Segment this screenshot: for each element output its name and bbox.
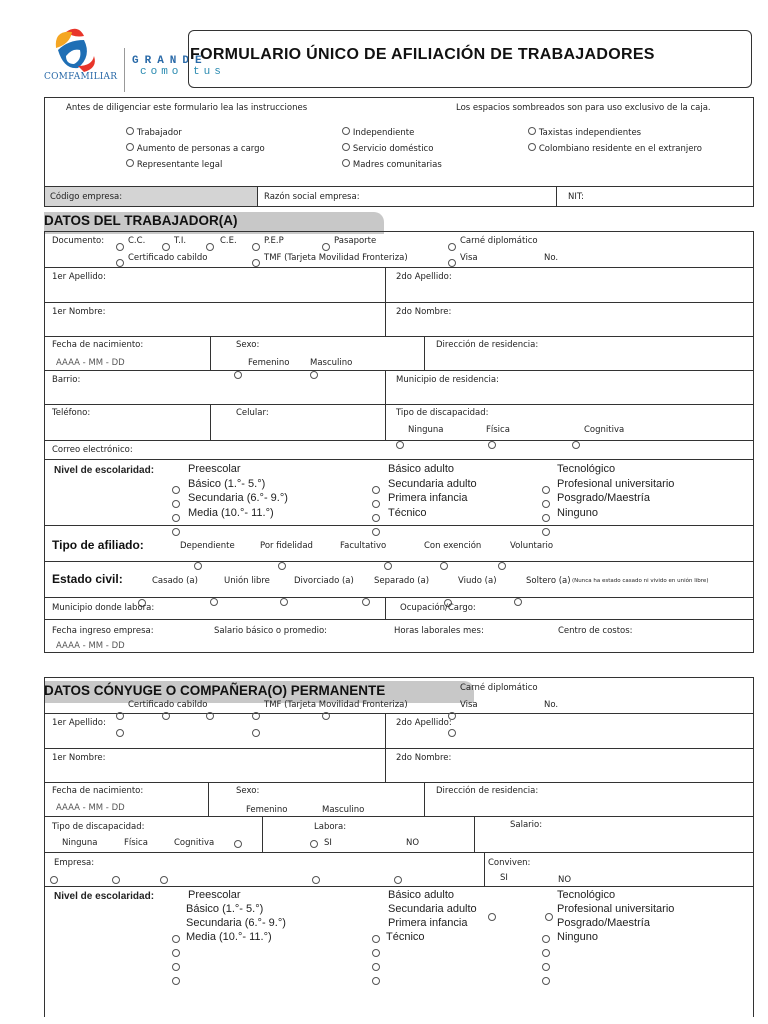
radio-ce[interactable] — [206, 243, 214, 251]
civil-divorciado: Divorciado (a) — [294, 576, 354, 586]
radio-edu-profesional[interactable] — [542, 500, 550, 508]
spouse-doc-number: No. — [544, 700, 559, 710]
radio-pep[interactable] — [252, 243, 260, 251]
spouse-edu-secundaria-adulto: Secundaria adulto — [388, 903, 477, 915]
spouse-edu-preescolar: Preescolar — [188, 889, 241, 901]
divider — [44, 525, 754, 526]
sex-label: Sexo: — [236, 340, 260, 350]
radio-pasaporte[interactable] — [322, 243, 330, 251]
spouse-edu-profesional: Profesional universitario — [557, 903, 675, 915]
document-label: Documento: — [52, 236, 105, 246]
radio-affiliate-fidelidad[interactable] — [278, 562, 286, 570]
spouse-radio-ti[interactable] — [162, 712, 170, 720]
doc-pasaporte: Pasaporte — [334, 236, 377, 246]
spouse-radio-edu-4[interactable] — [172, 977, 180, 985]
divider — [385, 597, 386, 619]
radio-female[interactable] — [234, 371, 242, 379]
spouse-works-label: Labora: — [314, 822, 347, 832]
edu-profesional: Profesional universitario — [557, 478, 675, 490]
spouse-address-label: Dirección de residencia: — [436, 786, 539, 796]
affiliate-voluntario: Voluntario — [510, 541, 554, 551]
spouse-radio-edu-14[interactable] — [542, 977, 550, 985]
spouse-radio-2[interactable] — [112, 876, 120, 884]
radio-edu-tecnologico[interactable] — [542, 486, 550, 494]
disability-cognitive: Cognitiva — [584, 425, 625, 435]
edu-primera-infancia: Primera infancia — [388, 492, 468, 504]
divider — [44, 816, 754, 817]
spouse-radio-edu-10[interactable] — [545, 913, 553, 921]
divider — [44, 404, 754, 405]
radio-carne[interactable] — [448, 243, 456, 251]
hire-date-label: Fecha ingreso empresa: — [52, 626, 154, 636]
company-name-label: Razón social empresa: — [264, 192, 360, 202]
radio-affiliate-facultativo[interactable] — [384, 562, 392, 570]
edu-media: Media (10.°- 11.°) — [188, 507, 274, 519]
radio-civil-divorciado[interactable] — [280, 598, 288, 606]
divider — [474, 816, 475, 852]
edu-secundaria-adulto: Secundaria adulto — [388, 478, 477, 490]
sex-female: Femenino — [248, 358, 290, 368]
divider — [208, 782, 209, 816]
radio-edu-secundaria-adulto[interactable] — [372, 500, 380, 508]
option-madres-comunitarias[interactable]: Madres comunitarias — [342, 159, 442, 170]
edu-secundaria: Secundaria (6.°- 9.°) — [188, 492, 288, 504]
spouse-radio-cc[interactable] — [116, 712, 124, 720]
brand-line-1: GRANDE — [132, 55, 208, 67]
education-label: Nivel de escolaridad: — [54, 465, 155, 476]
spouse-works-no: NO — [406, 838, 420, 848]
radio-edu-basico-adulto[interactable] — [372, 486, 380, 494]
divider — [44, 267, 754, 268]
spouse-radio-tmf[interactable] — [252, 729, 260, 737]
divider — [44, 713, 754, 714]
divider — [44, 561, 754, 562]
spouse-edu-tecnologico: Tecnológico — [557, 889, 616, 901]
form-title: FORMULARIO ÚNICO DE AFILIACIÓN DE TRABAJADORES — [190, 46, 655, 63]
spouse-radio-cabildo[interactable] — [116, 729, 124, 737]
civil-separado: Separado (a) — [374, 576, 430, 586]
spouse-doc-tmf: TMF (Tarjeta Movilidad Fronteriza) — [264, 700, 408, 710]
spouse-section-title: DATOS CÓNYUGE O COMPAÑERA(O) PERMANENTE — [44, 683, 386, 698]
spouse-first-surname-label: 1er Apellido: — [52, 718, 106, 728]
municipality-label: Municipio de residencia: — [396, 375, 499, 385]
spouse-radio-edu-1[interactable] — [172, 935, 180, 943]
spouse-edu-tecnico: Técnico — [386, 931, 425, 943]
affiliate-fidelidad: Por fidelidad — [260, 541, 313, 551]
spouse-second-name-label: 2do Nombre: — [396, 753, 452, 763]
divider — [44, 336, 754, 337]
divider — [44, 852, 754, 853]
affiliate-exencion: Con exención — [424, 541, 482, 551]
divider — [44, 302, 754, 303]
divider — [44, 370, 754, 371]
radio-edu-primera-infancia[interactable] — [372, 514, 380, 522]
edu-preescolar: Preescolar — [188, 463, 241, 475]
spouse-radio-3[interactable] — [160, 876, 168, 884]
spouse-sex-label: Sexo: — [236, 786, 260, 796]
spouse-radio-4[interactable] — [312, 876, 320, 884]
doc-visa: Visa — [460, 253, 478, 263]
divider — [44, 886, 754, 887]
divider — [44, 748, 754, 749]
radio-edu-basico[interactable] — [172, 500, 180, 508]
radio-edu-secundaria[interactable] — [172, 514, 180, 522]
spouse-edu-basico: Básico (1.°- 5.°) — [186, 903, 264, 915]
edu-tecnologico: Tecnológico — [557, 463, 616, 475]
affiliate-label: Tipo de afiliado: — [52, 538, 144, 552]
edu-ninguno: Ninguno — [557, 507, 598, 519]
divider — [44, 619, 754, 620]
spouse-radio-edu-3[interactable] — [172, 963, 180, 971]
cost-center-label: Centro de costos: — [558, 626, 633, 636]
option-colombiano-exterior[interactable]: Colombiano residente en el extranjero — [528, 143, 702, 154]
civil-soltero: Soltero (a) — [526, 576, 571, 586]
address-label: Dirección de residencia: — [436, 340, 539, 350]
spouse-live-together-label: Conviven: — [488, 858, 531, 868]
radio-disability-none[interactable] — [396, 441, 404, 449]
sex-male: Masculino — [310, 358, 353, 368]
spouse-sex-female: Femenino — [246, 805, 288, 815]
radio-edu-ninguno[interactable] — [542, 528, 550, 536]
first-name-label: 1er Nombre: — [52, 307, 106, 317]
neighborhood-label: Barrio: — [52, 375, 81, 385]
divider — [424, 336, 425, 370]
divider — [44, 782, 754, 783]
affiliate-facultativo: Facultativo — [340, 541, 387, 551]
edu-basico-adulto: Básico adulto — [388, 463, 455, 475]
doc-number-label: No. — [544, 253, 559, 263]
divider — [262, 816, 263, 852]
radio-male[interactable] — [310, 371, 318, 379]
spouse-disability-physical: Física — [124, 838, 148, 848]
second-surname-label: 2do Apellido: — [396, 272, 452, 282]
nit-label: NIT: — [568, 192, 584, 202]
phone-label: Teléfono: — [52, 408, 91, 418]
email-label: Correo electrónico: — [52, 445, 133, 455]
spouse-edu-media: Media (10.°- 11.°) — [186, 931, 272, 943]
spouse-radio-visa[interactable] — [448, 729, 456, 737]
radio-disability-physical[interactable] — [488, 441, 496, 449]
spouse-radio-edu-9[interactable] — [488, 913, 496, 921]
hire-date-format: AAAA - MM - DD — [56, 641, 125, 651]
spouse-radio-disability[interactable] — [234, 840, 242, 848]
spouse-edu-posgrado: Posgrado/Maestría — [557, 917, 650, 929]
spouse-disability-label: Tipo de discapacidad: — [52, 822, 145, 832]
spouse-radio-pasaporte[interactable] — [322, 712, 330, 720]
spouse-box — [44, 677, 754, 1017]
instructions-text: Antes de diligenciar este formulario lea las instrucciones — [66, 103, 308, 113]
company-code-label: Código empresa: — [50, 192, 123, 202]
doc-ce: C.E. — [220, 236, 237, 246]
spouse-live-no: NO — [558, 875, 572, 885]
radio-disability-cognitive[interactable] — [572, 441, 580, 449]
radio-edu-posgrado[interactable] — [542, 514, 550, 522]
spouse-company-label: Empresa: — [54, 858, 95, 868]
spouse-birth-date-format: AAAA - MM - DD — [56, 803, 125, 813]
spouse-first-name-label: 1er Nombre: — [52, 753, 106, 763]
divider — [210, 336, 211, 370]
option-representante[interactable]: Representante legal — [126, 159, 222, 170]
spouse-edu-primera-infancia: Primera infancia — [388, 917, 468, 929]
option-trabajador[interactable]: Trabajador — [126, 127, 182, 138]
spouse-second-surname-label: 2do Apellido: — [396, 718, 452, 728]
doc-cabildo: Certificado cabildo — [128, 253, 208, 263]
occupation-label: Ocupación/Cargo: — [400, 603, 476, 613]
divider — [44, 186, 754, 187]
radio-edu-media[interactable] — [172, 528, 180, 536]
divider — [385, 370, 386, 404]
worker-section-title: DATOS DEL TRABAJADOR(A) — [44, 213, 238, 228]
spouse-doc-visa: Visa — [460, 700, 478, 710]
spouse-doc-cabildo: Certificado cabildo — [128, 700, 208, 710]
spouse-salary-label: Salario: — [510, 820, 543, 830]
spouse-disability-cognitive: Cognitiva — [174, 838, 215, 848]
divider — [385, 404, 386, 440]
spouse-radio-edu-5[interactable] — [372, 935, 380, 943]
spouse-edu-secundaria: Secundaria (6.°- 9.°) — [186, 917, 286, 929]
first-surname-label: 1er Apellido: — [52, 272, 106, 282]
civil-union-libre: Unión libre — [224, 576, 270, 586]
radio-affiliate-voluntario[interactable] — [498, 562, 506, 570]
doc-carne: Carné diplomático — [460, 236, 538, 246]
edu-tecnico: Técnico — [388, 507, 427, 519]
option-independiente[interactable]: Independiente — [342, 127, 414, 138]
affiliate-dependiente: Dependiente — [180, 541, 235, 551]
option-aumento[interactable]: Aumento de personas a cargo — [126, 143, 265, 154]
spouse-doc-carne: Carné diplomático — [460, 683, 538, 693]
brand-divider — [124, 48, 125, 92]
comfamiliar-logo — [44, 26, 130, 94]
spouse-sex-male: Masculino — [322, 805, 365, 815]
radio-affiliate-exencion[interactable] — [440, 562, 448, 570]
disability-none: Ninguna — [408, 425, 444, 435]
spouse-disability-none: Ninguna — [62, 838, 98, 848]
civil-casado: Casado (a) — [152, 576, 198, 586]
spouse-radio-edu-13[interactable] — [542, 963, 550, 971]
spouse-radio-works-yes[interactable] — [310, 840, 318, 848]
spouse-edu-ninguno: Ninguno — [557, 931, 598, 943]
radio-civil-separado[interactable] — [362, 598, 370, 606]
logo-text: COMFAMILIAR — [44, 72, 118, 82]
doc-tmf: TMF (Tarjeta Movilidad Fronteriza) — [264, 253, 408, 263]
divider — [210, 404, 211, 440]
divider — [556, 186, 557, 207]
radio-cc[interactable] — [116, 243, 124, 251]
second-name-label: 2do Nombre: — [396, 307, 452, 317]
radio-edu-tecnico[interactable] — [372, 528, 380, 536]
work-municipality-label: Municipio donde labora: — [52, 603, 155, 613]
spouse-radio-5[interactable] — [394, 876, 402, 884]
hours-label: Horas laborales mes: — [394, 626, 484, 636]
spouse-radio-edu-2[interactable] — [172, 949, 180, 957]
civil-soltero-note: (Nunca ha estado casado ni vivido en unión libre) — [572, 578, 709, 584]
spouse-radio-pep[interactable] — [252, 712, 260, 720]
salary-label: Salario básico o promedio: — [214, 626, 328, 636]
radio-tmf[interactable] — [252, 259, 260, 267]
divider — [484, 852, 485, 886]
edu-posgrado: Posgrado/Maestría — [557, 492, 650, 504]
spouse-radio-edu-11[interactable] — [542, 935, 550, 943]
radio-civil-union[interactable] — [210, 598, 218, 606]
spouse-works-yes: SI — [324, 838, 332, 848]
spouse-radio-edu-8[interactable] — [372, 977, 380, 985]
shaded-note: Los espacios sombreados son para uso exclusivo de la caja. — [456, 103, 711, 113]
divider — [424, 782, 425, 816]
radio-cabildo[interactable] — [116, 259, 124, 267]
divider — [44, 459, 754, 460]
spouse-radio-edu-7[interactable] — [372, 963, 380, 971]
birth-date-format: AAAA - MM - DD — [56, 358, 125, 368]
spouse-radio-1[interactable] — [50, 876, 58, 884]
radio-visa[interactable] — [448, 259, 456, 267]
edu-basico: Básico (1.°- 5.°) — [188, 478, 266, 490]
radio-affiliate-dependiente[interactable] — [194, 562, 202, 570]
disability-label: Tipo de discapacidad: — [396, 408, 489, 418]
divider — [44, 597, 754, 598]
doc-cc: C.C. — [128, 236, 146, 246]
civil-label: Estado civil: — [52, 572, 123, 586]
brand-line-2: como tus — [140, 66, 225, 78]
doc-pep: P.E.P — [264, 236, 284, 246]
spouse-edu-basico-adulto: Básico adulto — [388, 889, 455, 901]
mobile-label: Celular: — [236, 408, 269, 418]
option-servicio-domestico[interactable]: Servicio doméstico — [342, 143, 433, 154]
civil-viudo: Viudo (a) — [458, 576, 497, 586]
doc-ti: T.I. — [174, 236, 187, 246]
spouse-radio-ce[interactable] — [206, 712, 214, 720]
radio-ti[interactable] — [162, 243, 170, 251]
option-taxistas[interactable]: Taxistas independientes — [528, 127, 641, 138]
disability-physical: Física — [486, 425, 510, 435]
spouse-radio-edu-12[interactable] — [542, 949, 550, 957]
spouse-live-yes: SI — [500, 873, 508, 883]
radio-civil-soltero[interactable] — [514, 598, 522, 606]
spouse-birth-date-label: Fecha de nacimiento: — [52, 786, 144, 796]
radio-edu-preescolar[interactable] — [172, 486, 180, 494]
spouse-education-label: Nivel de escolaridad: — [54, 891, 155, 902]
birth-date-label: Fecha de nacimiento: — [52, 340, 144, 350]
spouse-radio-edu-6[interactable] — [372, 949, 380, 957]
